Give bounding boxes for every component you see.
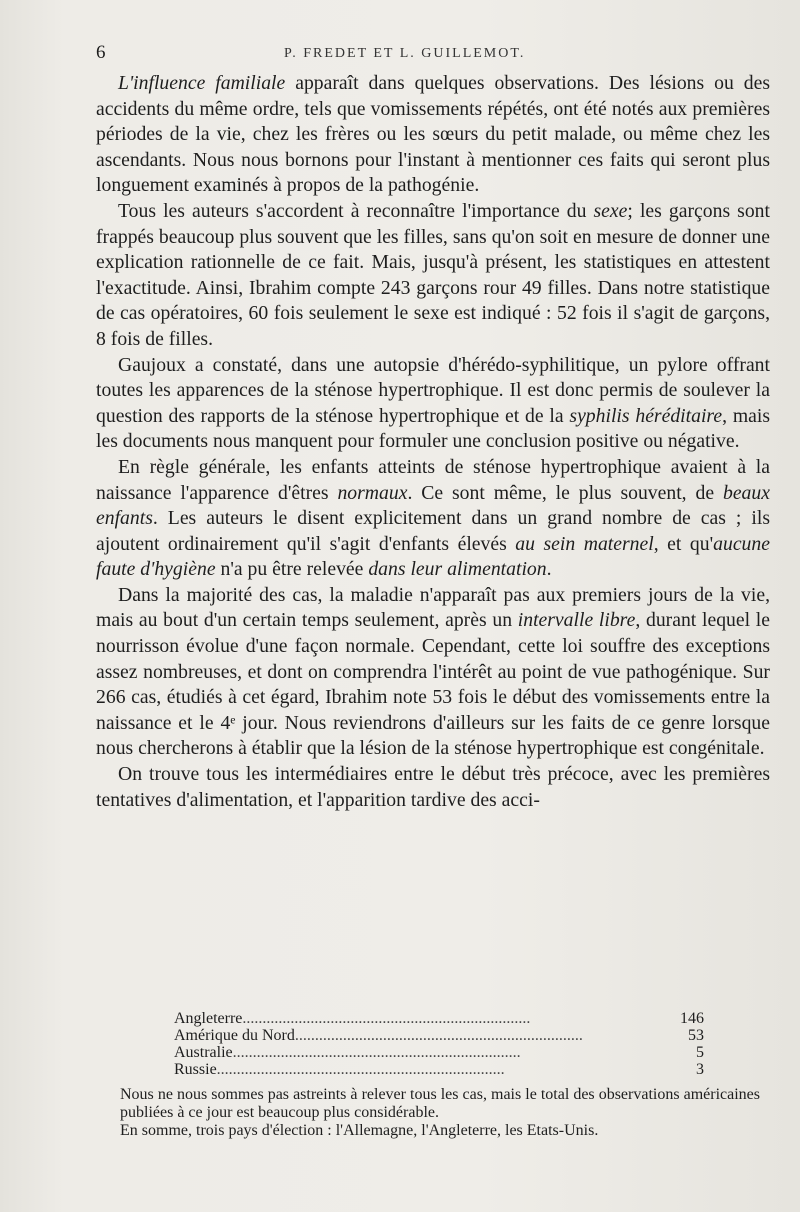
text-run: En règle générale, les enfants atteints de sténose hypertrophique avaient à la naissance l'apparence d'êtres bbox=[96, 455, 770, 504]
text-run: On trouve tous les intermédiaires entre le début très précoce, avec les premières tentatives d'alimentation, et l'apparition tardive des acci- bbox=[96, 763, 770, 811]
text-run: , mais les documents nous manquent pour formuler une conclusion positive ou négative. bbox=[96, 404, 771, 453]
country-count: 5 bbox=[696, 1044, 704, 1061]
running-head: P. FREDET ET L. GUILLEMOT. bbox=[284, 46, 526, 61]
text-run: ; les garçons sont frappés beaucoup plus souvent que les filles, sans qu'on soit en mesure de donner une explication rationnelle de ce fait. Mais, jusqu'à présent, les statistiques en attestent l'exactitude. Ainsi, Ibrahim compte 243 garçons rour 49 filles. Dans notre statistique de cas opératoires, 60 fois seulement le sexe est indiqué : 52 fois il s'agit de garçons, 8 fois de filles. bbox=[96, 199, 770, 350]
paragraph-family-influence bbox=[96, 71, 770, 199]
text-run: Dans la majorité des cas, la maladie n'apparaît pas aux premiers jours de la vie, mais au bout d'un certain temps seulement, après un bbox=[96, 583, 770, 632]
emphasis: syphilis héréditaire bbox=[569, 404, 723, 427]
table-row bbox=[174, 1044, 704, 1061]
leader-dots: ........................................................................ bbox=[242, 1010, 531, 1027]
country-name: Amérique du Nord bbox=[174, 1027, 295, 1044]
table-row bbox=[174, 1027, 704, 1044]
text-run: Gaujoux a constaté, dans une autopsie d'hérédo-syphilitique, un pylore offrant toutes les apparences de la sténose hypertrophique. Il est donc permis de soulever la question des rapports de la sténose hypertrophique et de la bbox=[96, 353, 770, 427]
paragraph-onset bbox=[96, 583, 770, 762]
page-header bbox=[96, 42, 760, 72]
emphasis: L'influence familiale bbox=[118, 72, 286, 94]
emphasis: aucune faute d'hygiène bbox=[96, 532, 770, 581]
country-table bbox=[174, 1010, 704, 1078]
text-run: , et qu' bbox=[653, 532, 714, 555]
leader-dots: ........................................................................ bbox=[232, 1044, 521, 1061]
country-name: Angleterre bbox=[174, 1010, 243, 1027]
emphasis: intervalle libre bbox=[517, 609, 636, 632]
text-run: apparaît dans quelques observations. Des lésions ou des accidents du même ordre, tels que vomissements répétés, ont été notés aux premières périodes de la vie, chez les frères ou les sœurs du petit malade, ou même chez les ascendants. Nous nous bornons pour l'instant à mentionner ces faits qui seront plus longuement examinés à propos de la pathogénie. bbox=[96, 72, 770, 197]
footnote-paragraph: En somme, trois pays d'élection : l'Allemagne, l'Angleterre, les Etats-Unis. bbox=[120, 1122, 599, 1139]
paragraph-syphilis bbox=[96, 353, 770, 455]
text-run: . Ce sont même, le plus souvent, de bbox=[407, 481, 723, 504]
emphasis: dans leur alimentation bbox=[368, 558, 547, 581]
text-run: Tous les auteurs s'accordent à reconnaître l'importance du bbox=[118, 199, 594, 222]
country-name: Australie bbox=[174, 1044, 233, 1061]
emphasis: au sein maternel bbox=[515, 532, 654, 555]
emphasis: sexe bbox=[593, 199, 628, 222]
leader-dots: ........................................................................ bbox=[216, 1061, 505, 1078]
text-run: . bbox=[546, 558, 552, 581]
table-row bbox=[174, 1010, 704, 1027]
footnote-text bbox=[120, 1086, 760, 1140]
country-count: 53 bbox=[688, 1027, 704, 1044]
country-name: Russie bbox=[174, 1061, 217, 1078]
body-text bbox=[96, 71, 770, 813]
country-count: 3 bbox=[696, 1061, 704, 1078]
paragraph-intermediates bbox=[96, 762, 770, 813]
emphasis: beaux enfants bbox=[96, 481, 770, 530]
page-number: 6 bbox=[96, 42, 106, 63]
text-run: n'a pu être relevée bbox=[215, 558, 369, 581]
leader-dots: ........................................................................ bbox=[294, 1027, 583, 1044]
footnote-paragraph: Nous ne nous sommes pas astreints à relever tous les cas, mais le total des observations américaines publiées à ce jour est beaucoup plus considérable. bbox=[120, 1086, 760, 1121]
text-run: . Les auteurs le disent explicitement dans un grand nombre de cas ; ils ajoutent ordinairement qu'il s'agit d'enfants élevés bbox=[96, 507, 770, 555]
country-count: 146 bbox=[680, 1010, 704, 1027]
footnote bbox=[120, 1010, 760, 1140]
paragraph-sex bbox=[96, 199, 770, 353]
emphasis: normaux bbox=[337, 481, 408, 504]
paragraph-birth-appearance bbox=[96, 455, 770, 583]
text-run: , durant lequel le nourrisson évolue d'une façon normale. Cependant, cette loi souffre des exceptions assez nombreuses, et dont on comprendra l'intérêt au point de vue pathogénique. Sur 266 cas, étudiés à cet égard, Ibrahim note 53 fois le début des vomissements entre la naissance et le 4ᵉ jour. Nous reviendrons d'ailleurs sur les faits de ce genre lorsque nous chercherons à établir que la lésion de la sténose hypertrophique est congénitale. bbox=[96, 609, 771, 760]
table-row bbox=[174, 1061, 704, 1078]
